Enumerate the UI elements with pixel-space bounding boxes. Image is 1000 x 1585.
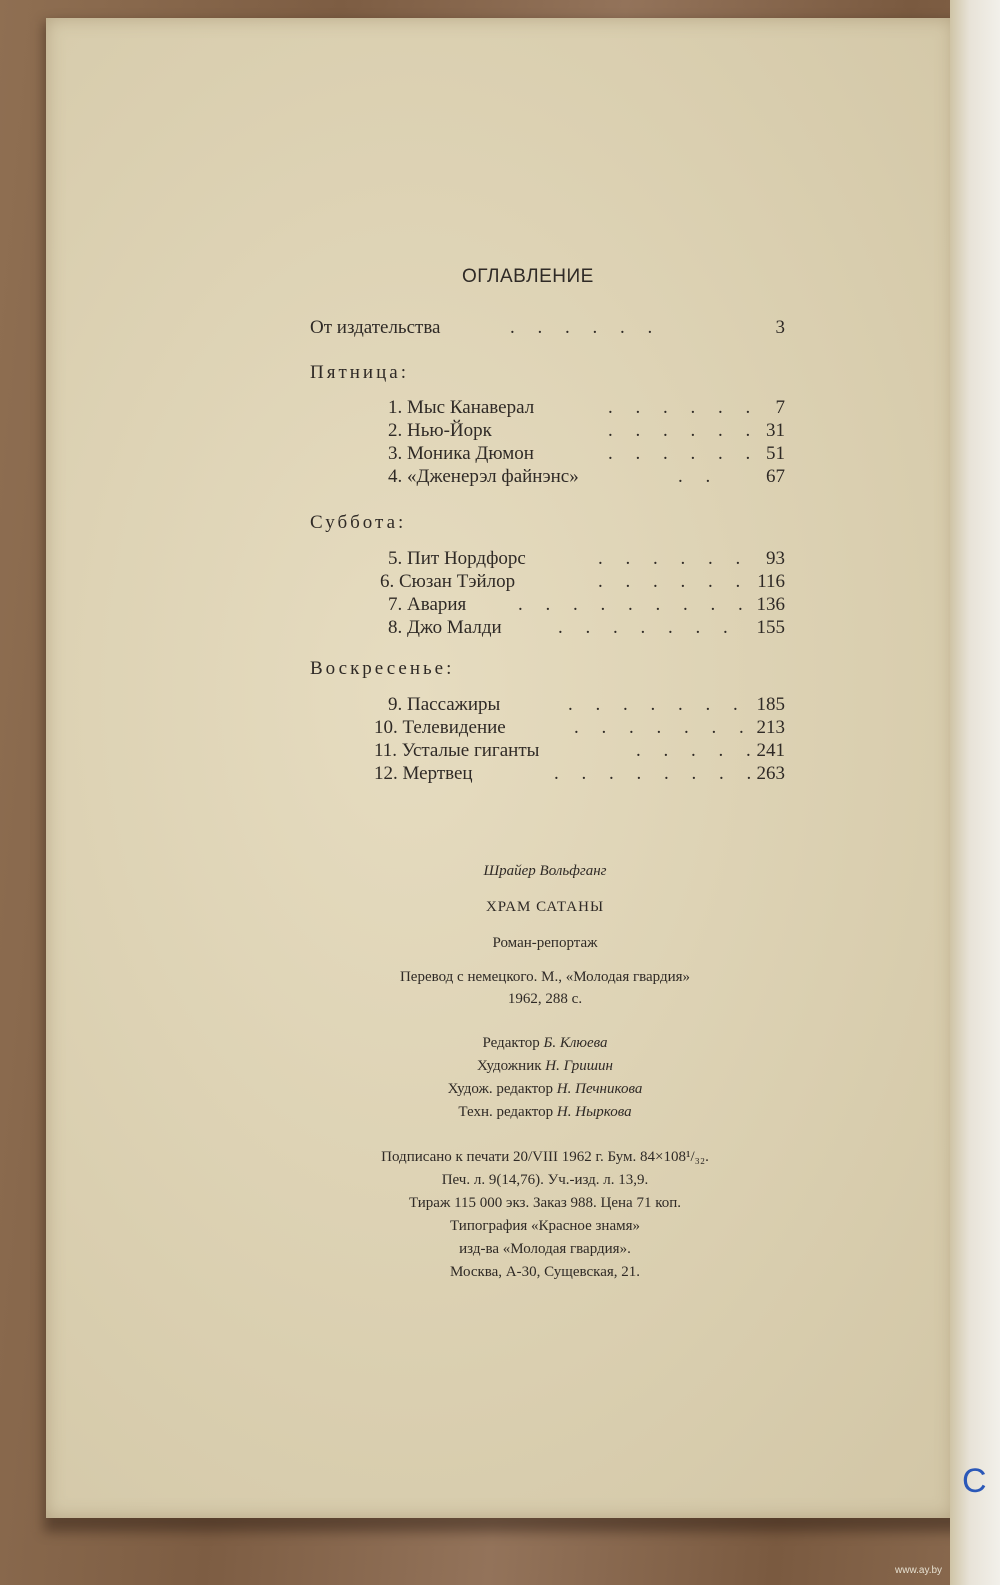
toc-entry-label: 12. Мертвец — [374, 763, 473, 784]
toc-entry-page: 31 — [766, 420, 785, 441]
toc-entry-page: 155 — [756, 617, 785, 638]
imprint-book-title: ХРАМ САТАНЫ — [485, 899, 605, 915]
credit-role: Художник — [476, 1058, 542, 1074]
toc-entry-page: 241 — [756, 740, 785, 761]
toc-entry-label: 6. Сюзан Тэйлор — [380, 571, 516, 592]
margin-mark: С — [962, 1462, 987, 1500]
toc-title: ОГЛАВЛЕНИЕ — [462, 266, 594, 287]
imprint-artist — [300, 1055, 790, 1077]
toc-entry-page: 93 — [766, 548, 785, 569]
imprint-print-line: Печ. л. 9(14,76). Уч.-изд. л. 13,9. — [441, 1172, 649, 1188]
imprint-print-line: изд-ва «Молодая гвардия». — [459, 1241, 631, 1257]
toc-entry-page: 51 — [766, 443, 785, 464]
imprint-genre: Роман-репортаж — [492, 935, 598, 951]
toc-leader: . . . . . — [636, 740, 760, 761]
watermark-text: www.ay.by — [895, 1565, 943, 1576]
imprint-tech-editor — [300, 1101, 790, 1123]
imprint-translation-line: 1962, 288 с. — [507, 991, 583, 1007]
toc-entry-page: 136 — [756, 594, 785, 615]
toc-leader: . . . . . . . — [568, 694, 747, 715]
toc-leader: . . . . . . . . — [554, 763, 761, 784]
toc-entry-label: 4. «Дженерэл файнэнс» — [388, 466, 579, 487]
toc-entry-label: 3. Моника Дюмон — [388, 443, 534, 464]
toc-entry-page: 67 — [766, 466, 785, 487]
imprint-print-line: Москва, А-30, Сущевская, 21. — [449, 1264, 640, 1280]
credit-name: Н. Ныркова — [556, 1104, 632, 1120]
credit-name: Н. Гришин — [545, 1058, 613, 1074]
toc-leader: . . . . . . — [608, 420, 760, 441]
toc-leader: . . — [678, 466, 720, 487]
toc-entry-page: 213 — [756, 717, 785, 738]
toc-entry-label: 1. Мыс Канаверал — [388, 397, 535, 418]
toc-entry-label: 5. Пит Нордфорс — [388, 548, 526, 569]
toc-entry-label: 10. Телевидение — [374, 717, 506, 738]
credit-role: Редактор — [482, 1035, 540, 1051]
adjacent-page-edge — [950, 0, 1000, 1585]
toc-entry-page: 3 — [775, 317, 785, 338]
toc-section-heading: Пятница: — [310, 362, 409, 383]
toc-leader: . . . . . . — [608, 397, 760, 418]
toc-entry-label: 7. Авария — [388, 594, 467, 615]
imprint-print-line: Тираж 115 000 экз. Заказ 988. Цена 71 коп. — [408, 1195, 682, 1211]
toc-entry-label: 11. Усталые гиганты — [374, 740, 540, 761]
imprint-print-line: Типография «Красное знамя» — [450, 1218, 640, 1234]
toc-entry-label: 2. Нью-Йорк — [388, 420, 492, 441]
toc-entry-page: 7 — [775, 397, 785, 418]
credit-role: Худож. редактор — [447, 1081, 554, 1097]
toc-section-heading: Суббота: — [310, 512, 407, 533]
toc-entry-page: 116 — [757, 571, 785, 592]
credit-role: Техн. редактор — [458, 1104, 554, 1120]
toc-leader: . . . . . . — [510, 317, 662, 338]
imprint-author: Шрайер Вольфганг — [483, 863, 607, 879]
toc-leader: . . . . . . — [598, 548, 750, 569]
credit-name: Н. Печникова — [556, 1081, 643, 1097]
toc-leader: . . . . . . . — [558, 617, 737, 638]
toc-entry-label: От издательства — [310, 317, 441, 338]
toc-leader: . . . . . . . — [574, 717, 753, 738]
toc-entry-label: 9. Пассажиры — [388, 694, 501, 715]
toc-leader: . . . . . . — [598, 571, 750, 592]
toc-leader: . . . . . . . . . — [518, 594, 752, 615]
credit-name: Б. Клюева — [543, 1035, 608, 1051]
toc-section-heading: Воскресенье: — [310, 658, 455, 679]
toc-leader: . . . . . . — [608, 443, 760, 464]
imprint-art-editor — [300, 1078, 790, 1100]
toc-entry-page: 263 — [756, 763, 785, 784]
toc-entry-page: 185 — [756, 694, 785, 715]
imprint-translation-line: Перевод с немецкого. М., «Молодая гвардия» — [399, 969, 691, 985]
imprint-print-line: Подписано к печати 20/VIII 1962 г. Бум. 84×108¹/₃₂. — [381, 1149, 709, 1165]
imprint-editor — [300, 1032, 790, 1054]
toc-entry-label: 8. Джо Малди — [388, 617, 502, 638]
book-page — [46, 18, 954, 1518]
